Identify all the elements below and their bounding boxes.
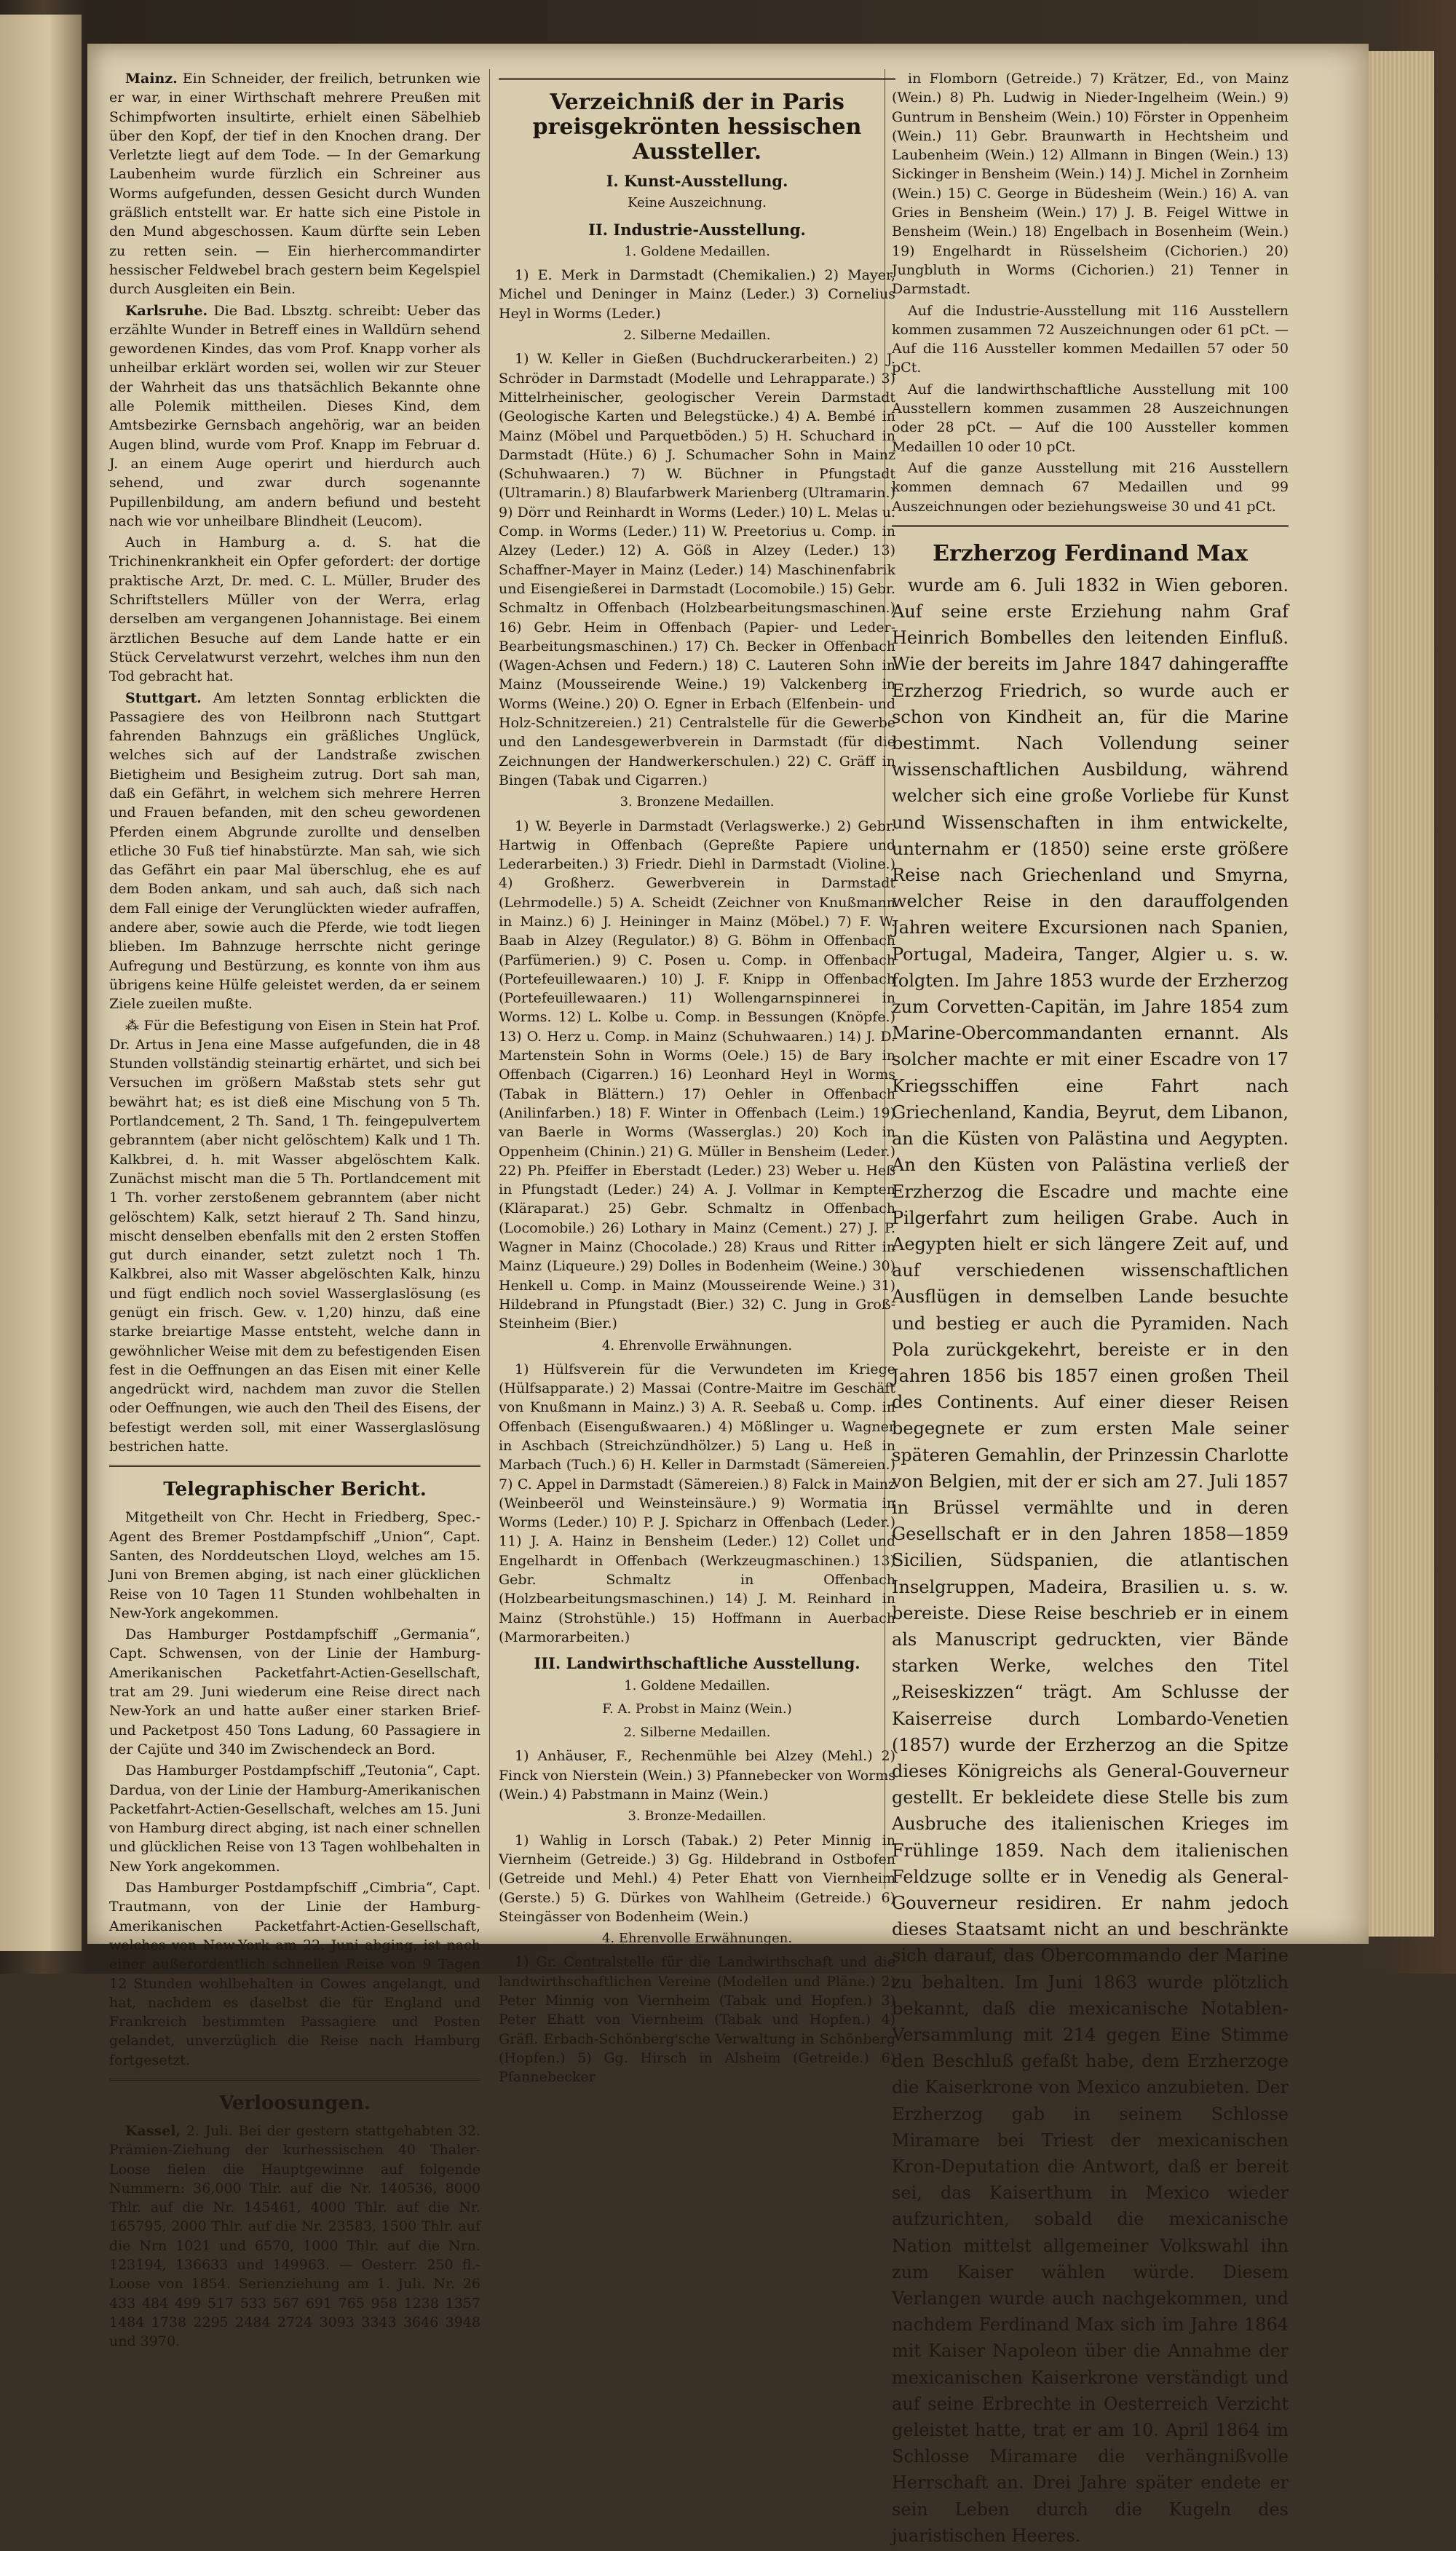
article-paragraph	[109, 1016, 480, 1457]
category-heading: 4. Ehrenvolle Erwähnungen.	[601, 1337, 793, 1353]
category-heading: 2. Silberne Medaillen.	[623, 1725, 771, 1741]
category-heading: 3. Bronze-Medaillen.	[628, 1808, 767, 1824]
article-text: Auch in Hamburg a. d. S. hat die Trichinenkrankheit ein Opfer gefordert: der dortige praktische Arzt, Dr. med. C. L. Müller, Bruder des Schriftstellers Müller von der Werra, erlag derselben am vergangenen Johannistage. Bei einem ärztlichen Besuche auf dem Lande hatte er ein Stück Cervelatwurst verzehrt, welches ihm nun den Tod gebracht hat.	[109, 534, 480, 685]
article-text: 1) W. Keller in Gießen (Buchdruckerarbeiten.) 2) J. Schröder in Darmstadt (Modelle und Lehrapparate.) 3) Mittelrheinischer, geologischer Verein Darmstadt (Geologische Karten und Belegstücke.) 4) A. Bembé in Mainz (Möbel und Parquetböden.) 5) H. Schuchard in Darmstadt (Hüte.) 6) J. Schumacher Sohn in Mainz (Schuhwaaren.) 7) W. Büchner in Pfungstadt (Ultramarin.) 8) Blaufarbwerk Marienberg (Ultramarin.) 9) Dörr und Reinhardt in Worms (Leder.) 10) L. Melas u. Comp. in Worms (Leder.) 11) W. Preetorius u. Comp. in Alzey (Leder.) 12) A. Göß in Alzey (Leder.) 13) Schaffner-Mayer in Mainz (Leder.) 14) Maschinenfabrik und Eisengießerei in Darmstadt (Locomobile.) 15) Gebr. Schmaltz in Offenbach (Holzbearbeitungsmaschinen.) 16) Gebr. Heim in Offenbach (Papier- und Leder-Bearbeitungsmaschinen.) 17) Ch. Becker in Offenbach (Wagen-Achsen und Federn.) 18) C. Lauteren Sohn in Mainz (Mousseirende Weine.) 19) Valckenberg in Worms (Weine.) 20) O. Egner in Erbach (Elfenbein- und Holz-Schnitzereien.) 21) Centralstelle für die Gewerbe und den Landesgewerbverein in Darmstadt (für die Zeichnungen der Handwerkerschulen.) 22) C. Gräff in Bingen (Tabak und Cigarren.)	[499, 351, 895, 788]
article-dateline: Kassel,	[125, 2122, 181, 2139]
article-text: Auf die Industrie-Ausstellung mit 116 Ausstellern kommen zusammen 72 Auszeichnungen oder 61 pCt. — Auf die 116 Aussteller kommen Medaillen 57 oder 50 pCt.	[892, 302, 1289, 376]
article-paragraph	[499, 1747, 895, 1804]
section-rule	[499, 78, 895, 80]
category-heading: 1. Goldene Medaillen.	[624, 243, 770, 259]
article-paragraph	[499, 817, 895, 1334]
article-text: 1) W. Beyerle in Darmstadt (Verlagswerke.) 2) Gebr. Hartwig in Offenbach (Gepreßte Papiere und Lederarbeiten.) 3) Friedr. Diehl in Darmstadt (Violine.) 4) Großherz. Gewerbverein in Darmstadt (Lehrmodelle.) 5) A. Scheidt (Zeichner von Knußmann in Mainz.) 6) J. Heininger in Mainz (Möbel.) 7) F. W. Baab in Alzey (Regulator.) 8) G. Böhm in Offenbach (Parfümerien.) 9) C. Posen u. Comp. in Offenbach (Portefeuillewaaren.) 10) J. F. Knipp in Offenbach (Portefeuillewaaren.) 11) Wollengarnspinnerei in Worms. 12) L. Kolbe u. Comp. in Bessungen (Knöpfe.) 13) O. Herz u. Comp. in Mainz (Schuhwaaren.) 14) J. D. Martenstein Sohn in Worms (Oele.) 15) de Bary in Offenbach (Cigarren.) 16) Leonhard Heyl in Worms (Tabak in Blättern.) 17) Oehler in Offenbach (Anilinfarben.) 18) F. Winter in Offenbach (Leim.) 19) van Baerle in Worms (Wasserglas.) 20) Koch in Oppenheim (Chinin.) 21) G. Müller in Bensheim (Leder.) 22) Ph. Pfeiffer in Eberstadt (Leder.) 23) Weber u. Heß in Pfungstadt (Leder.) 24) A. J. Vollmar in Kempten (Kläraparat.) 25) Gebr. Schmaltz in Offenbach (Locomobile.) 26) Lothary in Mainz (Cement.) 27) J. P. Wagner in Mainz (Chocolade.) 28) Kraus und Ritter in Mainz (Liqueure.) 29) Dolles in Bodenheim (Weine.) 30) Henkell u. Comp. in Mainz (Mousseirende Weine.) 31) Hildebrand in Pfungstadt (Bier.) 32) C. Jung in Groß-Steinheim (Bier.)	[499, 818, 895, 1332]
page-stack-edge	[1369, 51, 1434, 1937]
article-paragraph	[499, 1360, 895, 1647]
category-heading: 1. Goldene Medaillen.	[624, 1677, 770, 1693]
article-paragraph	[892, 69, 1289, 299]
article-text: Am letzten Sonntag erblickten die Passagiere des von Heilbronn nach Stuttgart fahrenden Bahnzugs ein gräßliches Unglück, welches sich auf der Landstraße zwischen Bietigheim und Besigheim zutrug. Dort sah man, daß ein Gefährt, in welchem sich mehrere Herren und Frauen befanden, mit den scheu gewordenen Pferden einem Abgrunde zurollte und denselben etliche 30 Fuß tief hinabstürzte. Man sah, wie sich das Gefährt ein paar Mal überschlug, ehe es auf dem Boden ankam, und sah auch, daß sich nach dem Fall einige der Verunglückten wieder aufraffen, andere aber, sowie auch die Pferde, wie todt liegen blieben. Im Bahnzuge herrschte nicht geringe Aufregung und Bestürzung, es konnte von ihm aus übrigens keine Hülfe geleistet werden, da er seinem Ziele zueilen mußte.	[109, 689, 480, 1013]
article-body: wurde am 6. Juli 1832 in Wien geboren. Auf seine erste Erziehung nahm Graf Heinrich Bombelles den leitenden Einfluß. Wie der bereits im Jahre 1847 dahingeraffte Erzherzog Friedrich, so wurde auch er schon von Kindheit an, für die Marine bestimmt. Nach Vollendung seiner wissenschaftlichen Ausbildung, während welcher sich eine große Vorliebe für Kunst und Wissenschaften in ihm entwickelte, unternahm er (1850) seine erste größere Reise nach Griechenland und Smyrna, welcher Reise in den darauffolgenden Jahren weitere Excursionen nach Spanien, Portugal, Madeira, Tanger, Algier u. s. w. folgten. Im Jahre 1853 wurde der Erzherzog zum Corvetten-Capitän, im Jahre 1854 zum Marine-Obercommandanten ernannt. Als solcher machte er mit einer Escadre von 17 Kriegsschiffen eine Fahrt nach Griechenland, Kandia, Beyrut, dem Libanon, an die Küsten von Palästina und Aegypten. An den Küsten von Palästina verließ der Erzherzog die Escadre und machte eine Pilgerfahrt zum heiligen Grabe. Auch in Aegypten hielt er sich längere Zeit auf, und auf verschiedenen wissenschaftlichen Ausflügen in demselben Lande besuchte und bestieg er auch die Pyramiden. Nach Pola zurückgekehrt, bereiste er in den Jahren 1856 bis 1857 einen großen Theil des Continents. Auf einer dieser Reisen begegnete er zum ersten Male seiner späteren Gemahlin, der Prinzessin Charlotte von Belgien, mit der er sich am 27. Juli 1857 in Brüssel vermählte und in deren Gesellschaft er in den Jahren 1858—1859 Sicilien, Südspanien, die atlantischen Inselgruppen, Madeira, Brasilien u. s. w. bereiste. Diese Reise beschrieb er in einem als Manuscript gedruckten, vier Bände starken Werke, welches den Titel „Reiseskizzen“ trägt. Am Schlusse der Kaiserreise durch Lombardo-Venetien (1857) wurde der Erzherzog an die Spitze dieses Königreichs als General-Gouverneur gestellt. Er bekleidete diese Stelle bis zum Ausbruche des italienischen Krieges im Frühlinge 1859. Nach dem italienischen Feldzuge sollte er in Venedig als General-Gouverneur residiren. Er nahm jedoch dieses Staatsamt nicht an und beschränkte sich darauf, das Obercommando der Marine zu behalten. Im Juni 1863 wurde plötzlich bekannt, daß die mexicanische Notablen-Versammlung mit 214 gegen Eine Stimme den Beschluß gefaßt habe, dem Erzherzoge die Kaiserkrone von Mexico anzubieten. Der Erzherzog gab in seinem Schlosse Miramare bei Triest der mexicanischen Kron-Deputation die Antwort, daß er bereit sei, das Kaiserthum in Mexico wieder aufzurichten, sobald die mexicanische Nation mittelst allgemeiner Volkswahl ihn zum Kaiser wählen würde. Diesem Verlangen wurde auch nachgekommen, und nachdem Ferdinand Max sich im Jahre 1864 mit Kaiser Napoleon über die Annahme der mexicanischen Kaiserkrone verständigt und auf seine Erbrechte in Oesterreich Verzicht geleistet hatte, trat er am 10. April 1864 im Schlosse Miramare die verhängnißvolle Herrschaft an. Drei Jahre später endete er sein Leben durch die Kugeln des juaristischen Heeres.	[892, 574, 1289, 2546]
subsection-title: I. Kunst-Ausstellung.	[606, 172, 788, 190]
article-text: Ein Schneider, der freilich, betrunken wie er war, in einer Wirthschaft mehrere Preußen mit Schimpfworten insultirte, erhielt einen Säbelhieb über den Kopf, der tief in den Knochen drang. Der Verletzte liegt auf dem Tode. — In der Gemarkung Laubenheim wurde fürzlich ein Schreiner aus Worms aufgefunden, dessen Gesicht durch Wunden gräßlich entstellt war. Er hatte sich eine Pistole in den Mund abgeschossen. Kaum dürfte sein Leben zu retten sein. — Ein hierhercommandirter hessischer Feldwebel brach gestern beim Kegelspiel durch Ausgleiten ein Bein.	[109, 71, 480, 298]
article-paragraph	[109, 689, 480, 1014]
article-text: Das Hamburger Postdampfschiff „Teutonia“, Capt. Dardua, von der Linie der Hamburg-Amerikanischen Packetfahrt-Actien-Gesellschaft, welches am 15. Juni von Hamburg direct abging, ist nach einer schnellen und glücklichen Reise von 13 Tagen wohlbehalten in New York angekommen.	[109, 1763, 480, 1875]
article-paragraph	[109, 301, 480, 531]
category-heading: Keine Auszeichnung.	[628, 195, 767, 211]
section-rule	[892, 525, 1289, 527]
left-page-edge	[0, 15, 82, 1951]
article-paragraph	[499, 1831, 895, 1926]
article-text: 1) E. Merk in Darmstadt (Chemikalien.) 2) Mayer, Michel und Deninger in Mainz (Leder.) 3) Cornelius Heyl in Worms (Leder.)	[499, 267, 895, 322]
section-rule	[109, 1465, 480, 1467]
category-heading: 3. Bronzene Medaillen.	[620, 794, 775, 810]
article-text: Das Hamburger Postdampfschiff „Cimbria“, Capt. Trautmann, von der Linie der Hamburg-Amerikanischen Packetfahrt-Actien-Gesellschaft, welches von New-York am 22. Juni abging, ist nach einer außerordentlich schnellen Reise von 9 Tagen 12 Stunden wohlbehalten in Cowes angelangt, und hat, nachdem es daselbst die für England und Frankreich bestimmten Passagiere und Posten gelandet, unverzüglich die Reise nach Hamburg fortgesetzt.	[109, 1880, 480, 2068]
section-rule	[109, 2079, 480, 2081]
article-paragraph	[109, 1625, 480, 1759]
article-text: Die Bad. Lbsztg. schreibt: Ueber das erzählte Wunder in Betreff eines in Walldürn sehend gewordenen Kindes, das vom Prof. Knapp vorher als unheilbar erklärt worden sei, wollen wir zur Steuer der Wahrheit das uns thatsächlich Bekannte ohne alle Polemik mittheilen. Dieses Kind, dem Amtsbezirke Gernsbach angehörig, war an beiden Augen blind, wurde vom Prof. Knapp im Februar d. J. an einem Auge operirt und hierdurch auch sehend, und zwar durch sogenannte Pupillenbildung, am andern befiund und besteht nach wie vor unheilbare Blindheit (Leucom).	[109, 302, 481, 529]
article-text: in Flomborn (Getreide.) 7) Krätzer, Ed., von Mainz (Wein.) 8) Ph. Ludwig in Nieder-Ingelheim (Wein.) 9) Guntrum in Bensheim (Wein.) 10) Förster in Oppenheim (Wein.) 11) Gebr. Braunwarth in Hechtsheim und Laubenheim (Wein.) 12) Allmann in Bingen (Wein.) 13) Sickinger in Bensheim (Wein.) 14) J. Michel in Zornheim (Wein.) 15) C. George in Büdesheim (Wein.) 16) A. van Gries in Bensheim (Wein.) 17) J. B. Feigel Wittwe in Bensheim (Wein.) 18) Engelbach in Bosenheim (Wein.) 19) Engelhardt in Rüsselsheim (Cichorien.) 20) Jungbluth in Worms (Cichorien.) 21) Tenner in Darmstadt.	[892, 71, 1289, 298]
article-text: 1) Anhäuser, F., Rechenmühle bei Alzey (Mehl.) 2) Finck von Nierstein (Wein.) 3) Pfannebecker von Worms (Wein.) 4) Pabstmann in Mainz (Wein.)	[499, 1748, 895, 1803]
column-rule	[489, 69, 490, 1889]
article-dateline: Stuttgart.	[125, 689, 202, 706]
article-paragraph	[109, 533, 480, 686]
article-dateline: Karlsruhe.	[125, 302, 208, 319]
column-2	[499, 69, 895, 2089]
column-3	[892, 69, 1289, 2551]
article-paragraph	[499, 349, 895, 790]
article-paragraph	[499, 1953, 895, 2087]
article-text: 1) Hülfsverein für die Verwundeten im Kriege (Hülfsapparate.) 2) Massai (Contre-Maitre im Geschäft von Knußmann in Mainz.) 3) A. R. Seebaß u. Comp. in Offenbach (Eisengußwaaren.) 4) Mößlinger u. Wagner in Aschbach (Streichzündhölzer.) 5) Lang u. Heß in Marbach (Tuch.) 6) H. Keller in Darmstadt (Sämereien.) 7) C. Appel in Darmstadt (Sämereien.) 8) Falck in Mainz (Weinbeeröl und Weinsteinsäure.) 9) Wormatia in Worms (Leder.) 10) P. J. Spicharz in Offenbach (Leder.) 11) J. A. Hainz in Bensheim (Leder.) 12) Collet und Engelhardt in Offenbach (Werkzeugmaschinen.) 13) Gebr. Schmaltz in Offenbach (Holzbearbeitungsmaschinen.) 14) J. M. Reinhard in Mainz (Strohstühle.) 15) Hoffmann in Auerbach (Marmorarbeiten.)	[499, 1361, 895, 1645]
article-paragraph	[109, 1878, 480, 2070]
category-heading: F. A. Probst in Mainz (Wein.)	[602, 1701, 792, 1717]
section-title: Verloosungen.	[219, 2092, 371, 2114]
section-title: Verzeichniß der in Paris preisgekrönten hessischen Aussteller.	[532, 90, 862, 165]
article-paragraph	[892, 301, 1289, 378]
subsection-title: III. Landwirthschaftliche Ausstellung.	[534, 1654, 860, 1673]
subsection-title: II. Industrie-Ausstellung.	[588, 220, 806, 239]
section-title: Erzherzog Ferdinand Max	[933, 540, 1248, 566]
article-paragraph	[499, 266, 895, 323]
article-dateline: Mainz.	[125, 71, 178, 87]
article-text: Mitgetheilt von Chr. Hecht in Friedberg, Spec.-Agent des Bremer Postdampfschiff „Union“, Capt. Santen, des Norddeutschen Lloyd, welches am 15. Juni von Bremen abging, ist nach einer glücklichen Reise von 10 Tagen 11 Stunden wohlbehalten in New-York angekommen.	[109, 1509, 480, 1621]
article-text: Das Hamburger Postdampfschiff „Germania“, Capt. Schwensen, von der Linie der Hamburg-Amerikanischen Packetfahrt-Actien-Gesellschaft, trat am 29. Juni wiederum eine Reise direct nach New-York an und hatte außer einer starken Brief- und Packetpost 450 Tons Ladung, 60 Passagiere in der Cajüte und 340 im Zwischendeck an Bord.	[109, 1626, 480, 1757]
column-1	[109, 69, 480, 2354]
article-paragraph	[109, 69, 480, 299]
article-text: ⁂ Für die Befestigung von Eisen in Stein hat Prof. Dr. Artus in Jena eine Masse aufgefunden, die in 48 Stunden vollständig steinartig erhärtet, und sich bei Versuchen im größern Maßstab stets sehr gut bewährt hat; es ist dieß eine Mischung von 5 Th. Portlandcement, 2 Th. Sand, 1 Th. feingepulvertem gebranntem (aber nicht gelöschtem) Kalk und 1 Th. Kalkbrei, d. h. mit Wasser abgelöschtem Kalk. Zunächst mischt man die 5 Th. Portlandcement mit 1 Th. vorher zerstoßenem gebranntem (aber nicht gelöschtem) Kalk, setzt hierauf 2 Th. Sand hinzu, mischt denselben ebenfalls mit den 2 ersten Stoffen gut durch einander, setzt zuletzt noch 1 Th. Kalkbrei, also mit Wasser abgelöschten Kalk, hinzu und fügt endlich noch soviel Wasserglaslösung (es genügt ein frisch. Gew. v. 1,20) hinzu, daß eine starke breiartige Masse entsteht, welche dann in gewöhnlicher Weise mit dem zu befestigenden Eisen fest in die Oeffnungen an das Eisen mit einer Kelle angedrückt wird, nachdem man zuvor die Stellen oder Oeffnungen, wie auch den Theil des Eisens, der befestigt werden soll, mit einer Wasserglaslösung bestrichen hatte.	[109, 1017, 480, 1455]
article-text: 2. Juli. Bei der gestern stattgehabten 32. Prämien-Ziehung der kurhessischen 40 Thaler-Loose fielen die Hauptgewinne auf folgende Nummern: 36,000 Thlr. auf die Nr. 140536, 8000 Thlr. auf die Nr. 145461, 4000 Thlr. auf die Nr. 165795, 2000 Thlr. auf die Nr. 23583, 1500 Thlr. auf die Nrn 1021 und 6570, 1000 Thlr. auf die Nrn. 123194, 136633 und 149963. — Oesterr. 250 fl.-Loose von 1854. Serienziehung am 1. Juli. Nr. 26 433 484 499 517 533 567 691 765 958 1238 1357 1484 1738 2295 2484 2724 3093 3343 3646 3948 und 3970.	[109, 2122, 480, 2350]
article-paragraph	[109, 1761, 480, 1876]
category-heading: 2. Silberne Medaillen.	[623, 328, 771, 344]
article-text: 1) Gr. Centralstelle für die Landwirthschaft und die landwirthschaftlichen Vereine (Modellen und Pläne.) 2) Peter Minnig von Viernheim (Tabak und Hopfen.) 3) Peter Ehatt von Viernheim (Tabak und Hopfen.) 4) Gräfl. Erbach-Schönberg'sche Verwaltung in Schönberg (Hopfen.) 5) Gg. Hirsch in Alsheim (Getreide.) 6) Pfannebecker	[499, 1954, 895, 2086]
section-title: Telegraphischer Bericht.	[163, 1479, 427, 1501]
article-paragraph	[109, 2121, 480, 2352]
article-paragraph	[892, 380, 1289, 456]
article-paragraph	[109, 1508, 480, 1623]
category-heading: 4. Ehrenvolle Erwähnungen.	[601, 1931, 793, 1947]
article-text: 1) Wahlig in Lorsch (Tabak.) 2) Peter Minnig in Viernheim (Getreide.) 3) Gg. Hildebrand in Ostbofen (Getreide und Mehl.) 4) Peter Ehatt von Viernheim (Gerste.) 5) G. Dürkes von Wahlheim (Getreide.) 6) Steingässer von Bodenheim (Wein.)	[499, 1832, 895, 1925]
article-paragraph	[892, 459, 1289, 516]
article-text: Auf die landwirthschaftliche Ausstellung mit 100 Ausstellern kommen zusammen 28 Auszeichnungen oder 28 pCt. — Auf die 100 Aussteller kommen Medaillen 10 oder 10 pCt.	[892, 381, 1289, 455]
article-text: Auf die ganze Ausstellung mit 216 Ausstellern kommen demnach 67 Medaillen und 99 Auszeichnungen oder beziehungsweise 30 und 41 pCt.	[892, 459, 1289, 515]
